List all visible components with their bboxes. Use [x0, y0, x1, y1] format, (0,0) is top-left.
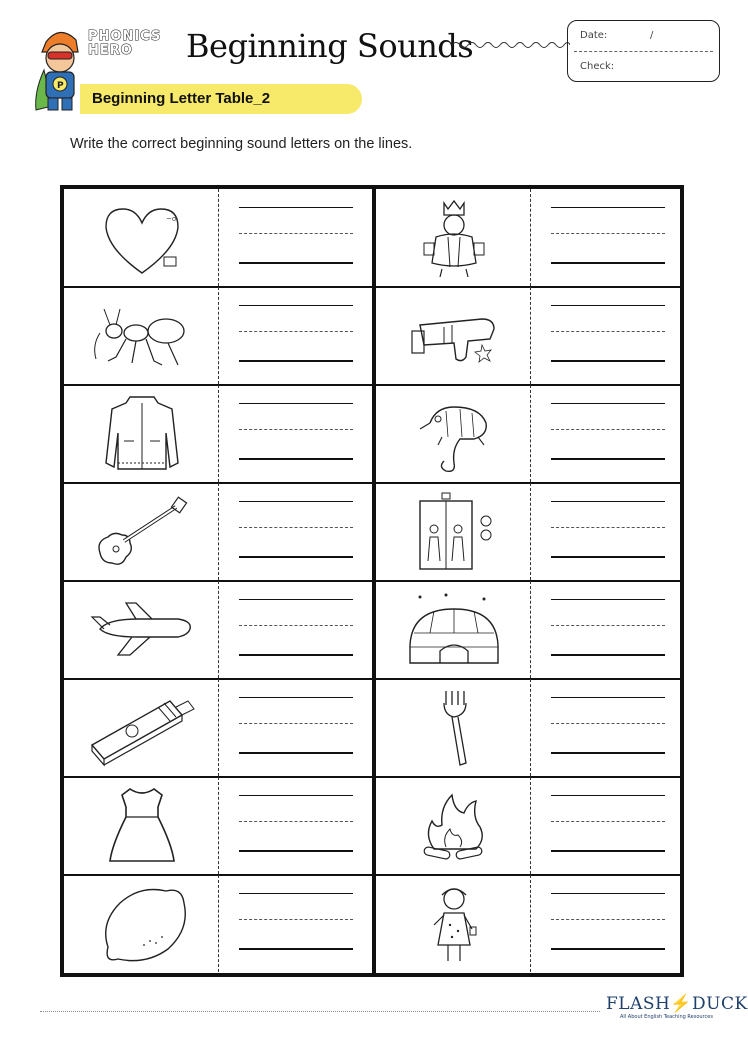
table-row: [64, 385, 680, 482]
airplane-picture: [78, 589, 206, 671]
writing-lines[interactable]: [551, 795, 665, 855]
writing-lines[interactable]: [239, 305, 353, 365]
worksheet-cell: [64, 385, 372, 482]
cell-divider: [218, 777, 219, 874]
flashduck-wordmark: [606, 994, 748, 1014]
writing-lines[interactable]: [551, 893, 665, 953]
jacket-picture: [78, 393, 206, 475]
flashduck-logo: [606, 994, 748, 1022]
brand-line-1: PHONICS: [88, 29, 162, 44]
writing-lines[interactable]: [239, 795, 353, 855]
check-label: Check:: [580, 61, 615, 72]
table-row: [64, 189, 680, 286]
brand-line-2: HERO: [88, 43, 133, 58]
ant-picture: [78, 295, 206, 377]
cell-divider: [218, 875, 219, 972]
instruction-text: Write the correct beginning sound letters on the lines.: [70, 136, 413, 152]
writing-lines[interactable]: [551, 501, 665, 561]
cell-divider: [530, 189, 531, 286]
worksheet-table: [60, 185, 684, 977]
writing-lines[interactable]: [239, 501, 353, 561]
cell-divider: [218, 483, 219, 580]
check-row: [580, 61, 711, 72]
table-row: [64, 777, 680, 874]
worksheet-cell: [376, 385, 684, 482]
worksheet-cell: [376, 679, 684, 776]
writing-lines[interactable]: [239, 893, 353, 953]
cell-divider: [218, 189, 219, 286]
subtitle: Beginning Letter Table_2: [92, 90, 271, 107]
cell-divider: [530, 385, 531, 482]
table-row: [64, 483, 680, 580]
date-separator: /: [650, 30, 654, 41]
heart-picture: [78, 197, 206, 279]
worksheet-cell: [64, 679, 372, 776]
worksheet-cell: [64, 581, 372, 678]
cell-divider: [530, 483, 531, 580]
writing-lines[interactable]: [239, 207, 353, 267]
lightning-icon: ⚡: [670, 994, 693, 1014]
guitar-picture: [78, 491, 206, 573]
worksheet-cell: [376, 581, 684, 678]
table-row: [64, 679, 680, 776]
squiggle-decoration: [452, 38, 570, 52]
worksheet-cell: [376, 875, 684, 972]
fork-picture: [390, 687, 518, 769]
lemon-picture: [78, 883, 206, 965]
girl-picture: [390, 883, 518, 965]
page-title: Beginning Sounds: [186, 27, 474, 65]
date-label: Date:: [580, 30, 608, 41]
writing-lines[interactable]: [239, 697, 353, 757]
info-divider: [574, 51, 713, 52]
table-row: [64, 581, 680, 678]
cell-divider: [218, 581, 219, 678]
logo-tagline: All About English Teaching Resources: [620, 1014, 713, 1020]
cell-divider: [530, 287, 531, 384]
table-row: [64, 875, 680, 972]
cell-divider: [530, 679, 531, 776]
writing-lines[interactable]: [551, 403, 665, 463]
cell-divider: [218, 287, 219, 384]
date-row: [580, 30, 711, 41]
worksheet-cell: [64, 189, 372, 286]
dress-picture: [78, 785, 206, 867]
writing-lines[interactable]: [551, 697, 665, 757]
cell-divider: [530, 581, 531, 678]
cell-divider: [218, 385, 219, 482]
writing-lines[interactable]: [551, 305, 665, 365]
writing-lines[interactable]: [551, 207, 665, 267]
svg-text:P: P: [57, 81, 64, 91]
logo-right-text: DUCK: [692, 994, 748, 1014]
igloo-picture: [390, 589, 518, 671]
logo-left-text: FLASH: [606, 994, 671, 1014]
worksheet-cell: [64, 875, 372, 972]
cell-divider: [530, 875, 531, 972]
worksheet-cell: [64, 777, 372, 874]
gum-picture: [78, 687, 206, 769]
king-picture: [390, 197, 518, 279]
svg-text:~o: ~o: [166, 215, 177, 223]
table-row: [64, 287, 680, 384]
footer-rule: [40, 1011, 600, 1012]
gun-picture: [390, 295, 518, 377]
chameleon-picture: [390, 393, 518, 475]
date-check-box: [567, 20, 720, 82]
worksheet-cell: [376, 483, 684, 580]
worksheet-cell: [64, 287, 372, 384]
worksheet-cell: [376, 287, 684, 384]
cell-divider: [218, 679, 219, 776]
writing-lines[interactable]: [239, 599, 353, 659]
fire-picture: [390, 785, 518, 867]
worksheet-cell: [376, 189, 684, 286]
writing-lines[interactable]: [239, 403, 353, 463]
elevator-picture: [390, 491, 518, 573]
cell-divider: [530, 777, 531, 874]
phonics-hero-logo: [88, 30, 183, 68]
worksheet-cell: [64, 483, 372, 580]
writing-lines[interactable]: [551, 599, 665, 659]
worksheet-cell: [376, 777, 684, 874]
